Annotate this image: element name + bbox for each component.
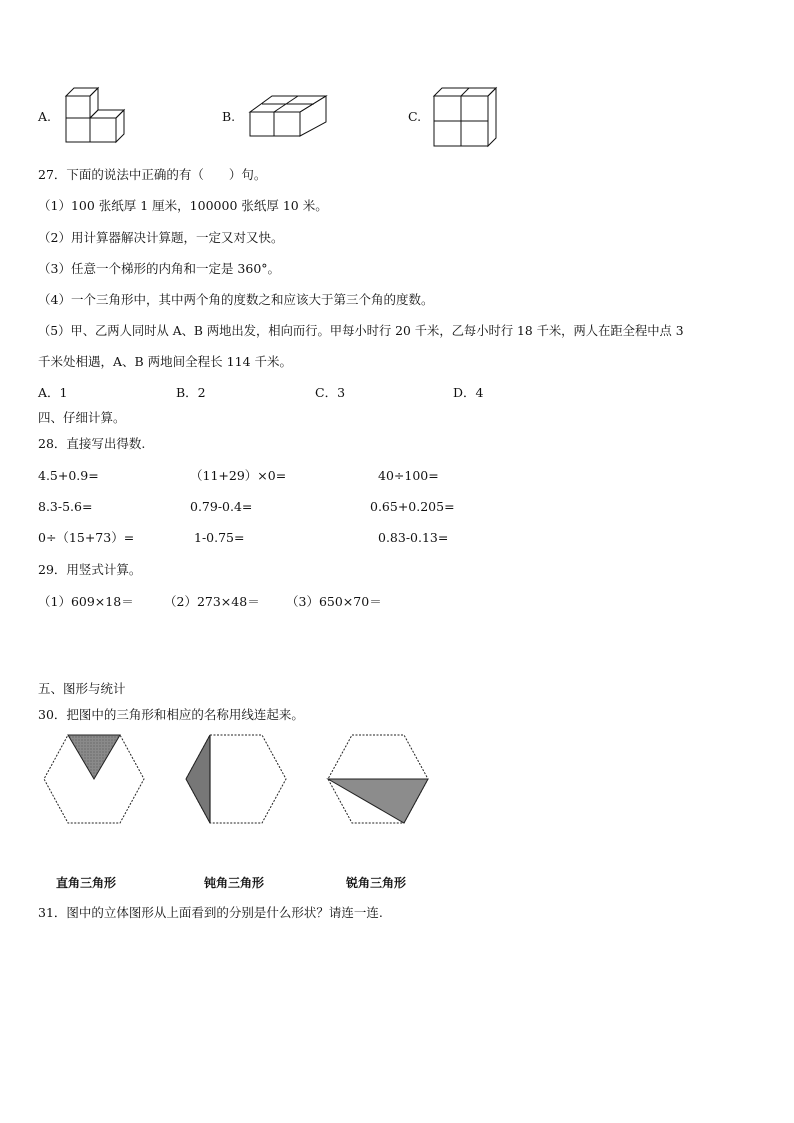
q30-stem: 30．把图中的三角形和相应的名称用线连起来。 [38,707,304,722]
section-5-heading: 五、图形与统计 [38,681,126,696]
q28-item: 0.83-0.13= [378,530,449,545]
q28-item: 0.65+0.205= [370,499,455,514]
q27-choice-b: B．2 [176,385,206,400]
q27-statement-4: （4）一个三角形中，其中两个角的度数之和应该大于第三个角的度数。 [38,292,434,307]
q27-stem: 27．下面的说法中正确的有（ ）句。 [38,167,267,182]
q28-item: （11+29）×0= [190,468,287,483]
hexagon-figure-1 [42,733,146,825]
cube-figure-a [60,84,130,146]
q27-statement-1: （1）100 张纸厚 1 厘米，100000 张纸厚 10 米。 [38,198,328,213]
q27-choice-c: C．3 [315,385,346,400]
q28-item: 40÷100= [378,468,439,483]
q27-statement-5-line2: 千米处相遇，A、B 两地间全程长 114 千米。 [38,354,292,369]
hexagon-figure-3 [326,733,430,825]
q28-item: 0.79-0.4= [190,499,253,514]
cube-figure-c [432,86,500,150]
q28-item: 0÷（15+73）= [38,530,135,545]
q29-stem: 29．用竖式计算。 [38,562,142,577]
option-b-label: B. [222,109,236,124]
q29-item-1: （1）609×18＝ [38,594,134,609]
option-c-label: C. [408,109,422,124]
section-4-heading: 四、仔细计算。 [38,410,126,425]
q28-item: 8.3-5.6= [38,499,93,514]
q27-choice-d: D．4 [453,385,484,400]
q31-stem: 31．图中的立体图形从上面看到的分别是什么形状？请连一连. [38,905,383,920]
q28-stem: 28．直接写出得数. [38,436,146,451]
hexagon-figure-2 [184,733,288,825]
q29-item-2: （2）273×48＝ [164,594,260,609]
q27-statement-2: （2）用计算器解决计算题，一定又对又快。 [38,230,284,245]
cube-figure-b [248,94,330,140]
q28-item: 4.5+0.9= [38,468,99,483]
q29-item-3: （3）650×70＝ [286,594,382,609]
label-acute-triangle: 锐角三角形 [346,876,407,890]
q27-choice-a: A．1 [38,385,68,400]
label-right-triangle: 直角三角形 [56,876,117,890]
q27-statement-3: （3）任意一个梯形的内角和一定是 360°。 [38,261,281,276]
q27-statement-5-line1: （5）甲、乙两人同时从 A、B 两地出发，相向而行。甲每小时行 20 千米，乙每小时行 18 千米，两人在距全程中点 3 [38,324,684,338]
q28-item: 1-0.75= [194,530,245,545]
option-a-label: A. [38,109,52,124]
label-obtuse-triangle: 钝角三角形 [204,876,265,890]
